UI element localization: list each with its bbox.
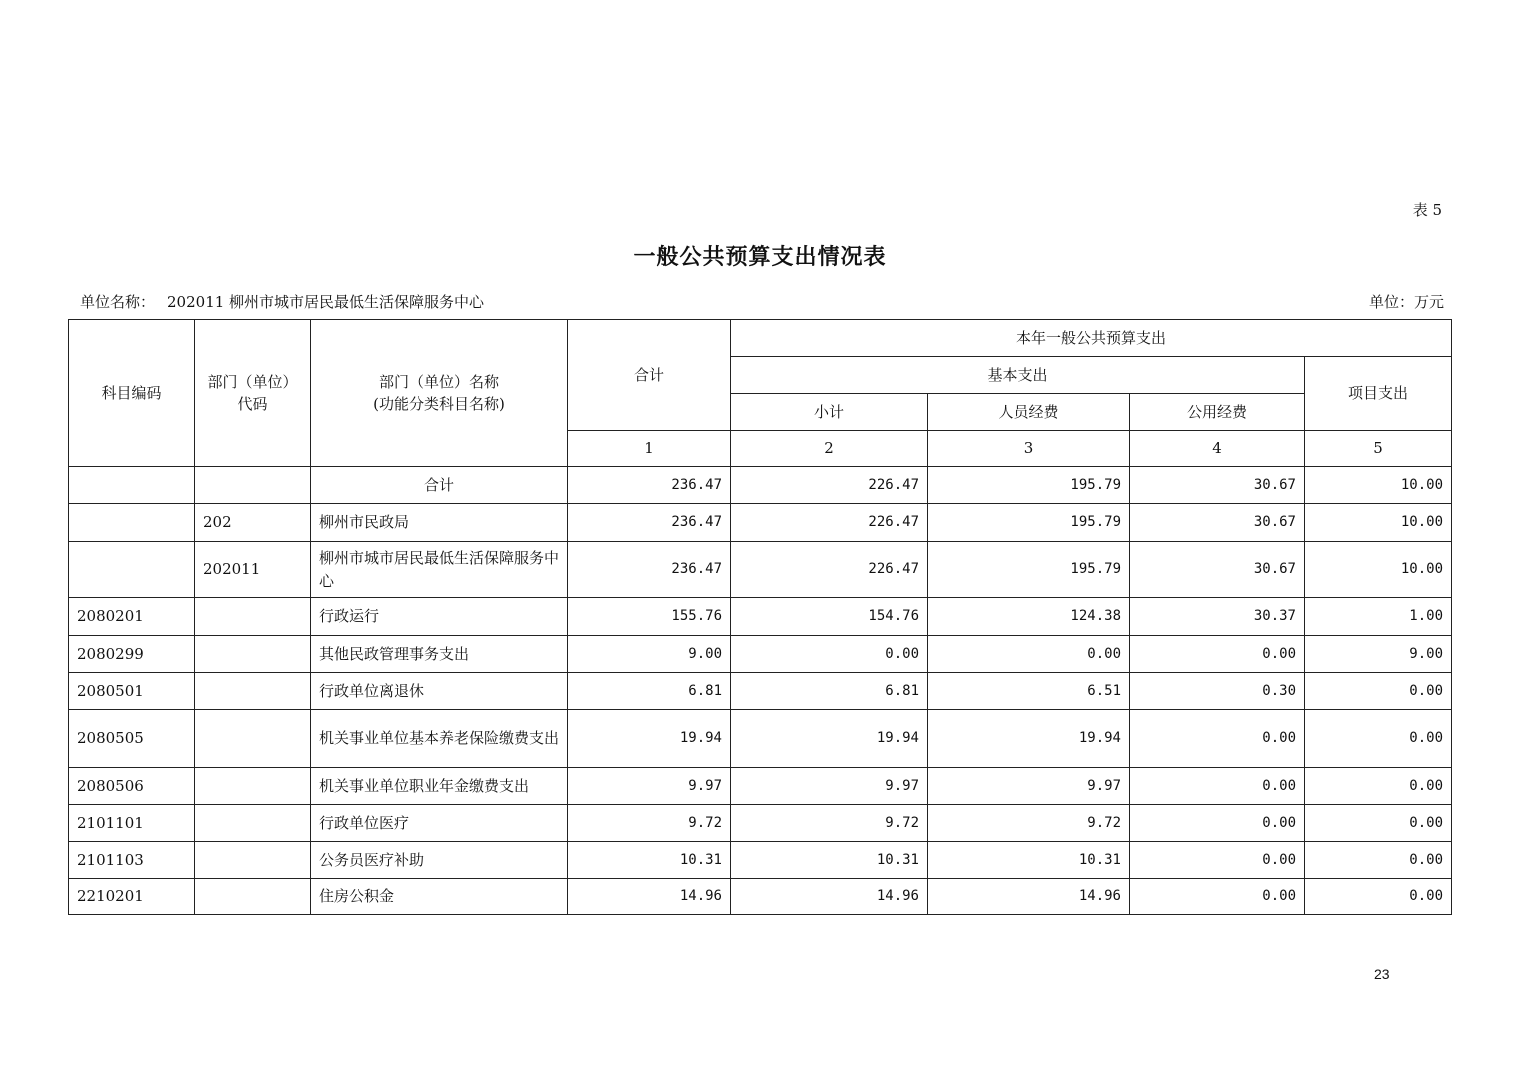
cell-project: 10.00 bbox=[1305, 542, 1452, 598]
cell-name: 行政单位医疗 bbox=[311, 805, 568, 842]
header-dept-name bbox=[311, 320, 568, 467]
cell-code bbox=[69, 542, 195, 598]
cell-subtotal: 226.47 bbox=[731, 504, 928, 542]
cell-name: 柳州市民政局 bbox=[311, 504, 568, 542]
cell-dept-code: 202 bbox=[195, 504, 311, 542]
table-row bbox=[69, 636, 1452, 673]
cell-total: 10.31 bbox=[568, 842, 731, 879]
cell-dept-code bbox=[195, 467, 311, 504]
cell-public: 0.00 bbox=[1130, 805, 1305, 842]
cell-total: 9.97 bbox=[568, 768, 731, 805]
header-dept-code bbox=[195, 320, 311, 467]
header-dept-code-line1: 部门（单位） bbox=[207, 372, 298, 391]
cell-subtotal: 0.00 bbox=[731, 636, 928, 673]
cell-subtotal: 19.94 bbox=[731, 710, 928, 768]
cell-name: 机关事业单位职业年金缴费支出 bbox=[311, 768, 568, 805]
cell-subtotal: 154.76 bbox=[731, 598, 928, 636]
table-row bbox=[69, 842, 1452, 879]
cell-personnel: 9.72 bbox=[928, 805, 1130, 842]
cell-personnel: 14.96 bbox=[928, 879, 1130, 915]
table-row bbox=[69, 598, 1452, 636]
cell-total: 19.94 bbox=[568, 710, 731, 768]
table-body bbox=[69, 467, 1452, 915]
cell-total: 236.47 bbox=[568, 467, 731, 504]
cell-project: 0.00 bbox=[1305, 673, 1452, 710]
header-dept-name-line2: (功能分类科目名称) bbox=[373, 395, 505, 413]
cell-name: 住房公积金 bbox=[311, 879, 568, 915]
cell-subtotal: 9.97 bbox=[731, 768, 928, 805]
cell-name: 其他民政管理事务支出 bbox=[311, 636, 568, 673]
cell-public: 0.30 bbox=[1130, 673, 1305, 710]
cell-subtotal: 9.72 bbox=[731, 805, 928, 842]
table-row bbox=[69, 542, 1452, 598]
cell-name: 行政单位离退休 bbox=[311, 673, 568, 710]
table-row-total bbox=[69, 467, 1452, 504]
table-header bbox=[69, 320, 1452, 467]
cell-name: 公务员医疗补助 bbox=[311, 842, 568, 879]
cell-subtotal: 226.47 bbox=[731, 542, 928, 598]
cell-project: 1.00 bbox=[1305, 598, 1452, 636]
header-dept-name-line1: 部门（单位）名称 bbox=[378, 372, 499, 391]
cell-name: 行政运行 bbox=[311, 598, 568, 636]
cell-dept-code bbox=[195, 673, 311, 710]
table-row bbox=[69, 673, 1452, 710]
cell-code: 2210201 bbox=[69, 879, 195, 915]
cell-project: 0.00 bbox=[1305, 710, 1452, 768]
currency-unit: 单位：万元 bbox=[1368, 293, 1444, 311]
cell-total: 236.47 bbox=[568, 504, 731, 542]
cell-code bbox=[69, 504, 195, 542]
cell-personnel: 195.79 bbox=[928, 504, 1130, 542]
cell-total: 9.00 bbox=[568, 636, 731, 673]
header-dept-code-line2: 代码 bbox=[237, 395, 268, 413]
header-basic: 基本支出 bbox=[731, 357, 1305, 394]
header-col-number: 5 bbox=[1305, 431, 1452, 467]
header-current-year: 本年一般公共预算支出 bbox=[731, 320, 1452, 357]
header-col-number: 2 bbox=[731, 431, 928, 467]
cell-public: 0.00 bbox=[1130, 636, 1305, 673]
cell-public: 30.37 bbox=[1130, 598, 1305, 636]
cell-project: 10.00 bbox=[1305, 467, 1452, 504]
cell-code: 2080201 bbox=[69, 598, 195, 636]
cell-name: 柳州市城市居民最低生活保障服务中心 bbox=[311, 542, 568, 598]
cell-personnel: 195.79 bbox=[928, 542, 1130, 598]
unit-name-label: 单位名称： bbox=[80, 293, 156, 311]
cell-name: 合计 bbox=[311, 467, 568, 504]
unit-name-value: 202011 柳州市城市居民最低生活保障服务中心 bbox=[167, 293, 485, 311]
cell-subtotal: 226.47 bbox=[731, 467, 928, 504]
cell-public: 30.67 bbox=[1130, 504, 1305, 542]
cell-public: 30.67 bbox=[1130, 542, 1305, 598]
header-subtotal: 小计 bbox=[731, 394, 928, 431]
cell-project: 0.00 bbox=[1305, 805, 1452, 842]
header-subject-code: 科目编码 bbox=[69, 320, 195, 467]
cell-dept-code bbox=[195, 636, 311, 673]
budget-table bbox=[68, 319, 1452, 915]
header-public: 公用经费 bbox=[1130, 394, 1305, 431]
cell-subtotal: 6.81 bbox=[731, 673, 928, 710]
cell-personnel: 10.31 bbox=[928, 842, 1130, 879]
cell-project: 10.00 bbox=[1305, 504, 1452, 542]
cell-dept-code bbox=[195, 768, 311, 805]
table-row bbox=[69, 768, 1452, 805]
cell-total: 9.72 bbox=[568, 805, 731, 842]
page-title: 一般公共预算支出情况表 bbox=[633, 244, 887, 270]
table-row bbox=[69, 879, 1452, 915]
header-total: 合计 bbox=[568, 320, 731, 431]
cell-code: 2101103 bbox=[69, 842, 195, 879]
cell-personnel: 6.51 bbox=[928, 673, 1130, 710]
cell-code: 2080299 bbox=[69, 636, 195, 673]
cell-total: 236.47 bbox=[568, 542, 731, 598]
cell-total: 155.76 bbox=[568, 598, 731, 636]
cell-code: 2080501 bbox=[69, 673, 195, 710]
cell-total: 6.81 bbox=[568, 673, 731, 710]
cell-code: 2101101 bbox=[69, 805, 195, 842]
cell-personnel: 19.94 bbox=[928, 710, 1130, 768]
cell-project: 0.00 bbox=[1305, 842, 1452, 879]
cell-personnel: 124.38 bbox=[928, 598, 1130, 636]
cell-subtotal: 10.31 bbox=[731, 842, 928, 879]
cell-public: 30.67 bbox=[1130, 467, 1305, 504]
cell-personnel: 9.97 bbox=[928, 768, 1130, 805]
cell-total: 14.96 bbox=[568, 879, 731, 915]
cell-personnel: 0.00 bbox=[928, 636, 1130, 673]
cell-public: 0.00 bbox=[1130, 768, 1305, 805]
cell-dept-code bbox=[195, 710, 311, 768]
header-col-number: 4 bbox=[1130, 431, 1305, 467]
header-personnel: 人员经费 bbox=[928, 394, 1130, 431]
header-col-number: 3 bbox=[928, 431, 1130, 467]
cell-project: 0.00 bbox=[1305, 879, 1452, 915]
header-project: 项目支出 bbox=[1305, 357, 1452, 431]
cell-subtotal: 14.96 bbox=[731, 879, 928, 915]
cell-personnel: 195.79 bbox=[928, 467, 1130, 504]
cell-code: 2080506 bbox=[69, 768, 195, 805]
cell-dept-code bbox=[195, 879, 311, 915]
cell-public: 0.00 bbox=[1130, 879, 1305, 915]
cell-dept-code: 202011 bbox=[195, 542, 311, 598]
cell-public: 0.00 bbox=[1130, 842, 1305, 879]
cell-dept-code bbox=[195, 842, 311, 879]
page-number: 23 bbox=[1374, 966, 1390, 982]
cell-dept-code bbox=[195, 598, 311, 636]
unit-name bbox=[80, 291, 484, 312]
table-row bbox=[69, 805, 1452, 842]
cell-public: 0.00 bbox=[1130, 710, 1305, 768]
header-col-number: 1 bbox=[568, 431, 731, 467]
cell-name: 机关事业单位基本养老保险缴费支出 bbox=[311, 710, 568, 768]
table-row bbox=[69, 504, 1452, 542]
table-row bbox=[69, 710, 1452, 768]
cell-project: 9.00 bbox=[1305, 636, 1452, 673]
cell-dept-code bbox=[195, 805, 311, 842]
table-number-label: 表 5 bbox=[1412, 201, 1442, 219]
cell-project: 0.00 bbox=[1305, 768, 1452, 805]
cell-code bbox=[69, 467, 195, 504]
cell-code: 2080505 bbox=[69, 710, 195, 768]
